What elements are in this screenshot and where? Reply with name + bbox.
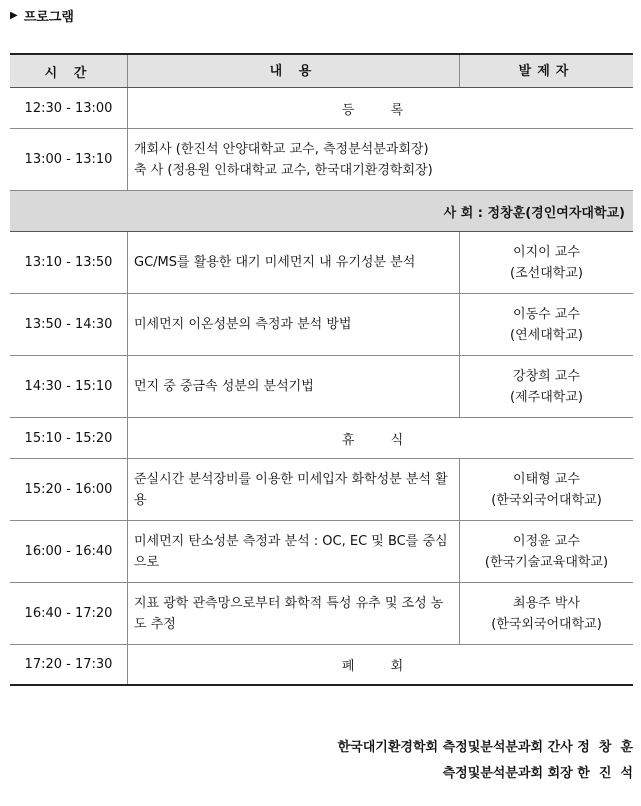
opening-address: 개회사 (한진석 안양대학교 교수, 측정분석분과회장) — [134, 141, 429, 157]
row-content: 휴 식 — [128, 418, 634, 459]
row-presenter — [460, 459, 634, 521]
signature-secretary: 한국대기환경학회 측정및분석분과회 간사 정 창 훈 — [337, 740, 633, 755]
header-content: 내 용 — [128, 54, 460, 88]
triangle-bullet-icon: ▶ — [10, 10, 18, 21]
presenter-affiliation: (조선대학교) — [510, 265, 583, 281]
row-time: 16:40 - 17:20 — [10, 583, 128, 645]
row-content: 미세먼지 탄소성분 측정과 분석 : OC, EC 및 BC를 중심으로 — [128, 521, 460, 583]
row-content: 먼지 중 중금속 성분의 분석기법 — [128, 356, 460, 418]
table-header-row — [10, 54, 633, 88]
presenter-affiliation: (연세대학교) — [510, 327, 583, 343]
row-time: 13:00 - 13:10 — [10, 129, 128, 191]
row-time: 12:30 - 13:00 — [10, 88, 128, 129]
row-time: 13:10 - 13:50 — [10, 232, 128, 294]
table-row — [10, 521, 633, 583]
presenter-affiliation: (한국기술교육대학교) — [484, 554, 609, 570]
row-content: GC/MS를 활용한 대기 미세먼지 내 유기성분 분석 — [128, 232, 460, 294]
row-content: 준실시간 분석장비를 이용한 미세입자 화학성분 분석 활용 — [128, 459, 460, 521]
table-row — [10, 418, 633, 459]
section-title: 프로그램 — [23, 10, 74, 25]
moderator-row — [10, 191, 633, 232]
row-time: 13:50 - 14:30 — [10, 294, 128, 356]
row-content: 미세먼지 이온성분의 측정과 분석 방법 — [128, 294, 460, 356]
table-row — [10, 583, 633, 645]
row-time: 14:30 - 15:10 — [10, 356, 128, 418]
presenter-affiliation: (제주대학교) — [510, 389, 583, 405]
presenter-name: 이태형 교수 — [513, 471, 580, 487]
row-content: 등 록 — [128, 88, 634, 129]
presenter-affiliation: (한국외국어대학교) — [491, 492, 602, 508]
row-content: 폐 회 — [128, 645, 634, 686]
row-time: 15:10 - 15:20 — [10, 418, 128, 459]
presenter-name: 이지이 교수 — [513, 244, 580, 260]
program-heading — [10, 6, 74, 25]
table-row — [10, 129, 633, 191]
table-row — [10, 459, 633, 521]
presenter-affiliation: (한국외국어대학교) — [491, 616, 602, 632]
row-time: 16:00 - 16:40 — [10, 521, 128, 583]
table-row — [10, 645, 633, 686]
row-time: 15:20 - 16:00 — [10, 459, 128, 521]
table-row — [10, 294, 633, 356]
table-row — [10, 232, 633, 294]
table-row — [10, 356, 633, 418]
row-time: 17:20 - 17:30 — [10, 645, 128, 686]
presenter-name: 최용주 박사 — [513, 595, 580, 611]
row-presenter — [460, 583, 634, 645]
presenter-name: 강창희 교수 — [513, 368, 580, 384]
presenter-name: 이동수 교수 — [513, 306, 580, 322]
presenter-name: 이정윤 교수 — [513, 533, 580, 549]
table-row — [10, 88, 633, 129]
row-content — [128, 129, 634, 191]
row-presenter — [460, 356, 634, 418]
header-presenter: 발제자 — [460, 54, 634, 88]
row-presenter — [460, 521, 634, 583]
row-presenter — [460, 294, 634, 356]
congratulatory-address: 축 사 (정용원 인하대학교 교수, 한국대기환경학회장) — [134, 162, 433, 178]
row-content: 지표 광학 관측망으로부터 화학적 특성 유추 및 조성 농도 추정 — [128, 583, 460, 645]
row-presenter — [460, 232, 634, 294]
program-table — [10, 53, 633, 686]
signature-chair: 측정및분석분과회 회장 한 진 석 — [442, 766, 633, 781]
header-time: 시 간 — [10, 54, 128, 88]
moderator-text: 사 회 : 정창훈(경인여자대학교) — [10, 191, 633, 232]
